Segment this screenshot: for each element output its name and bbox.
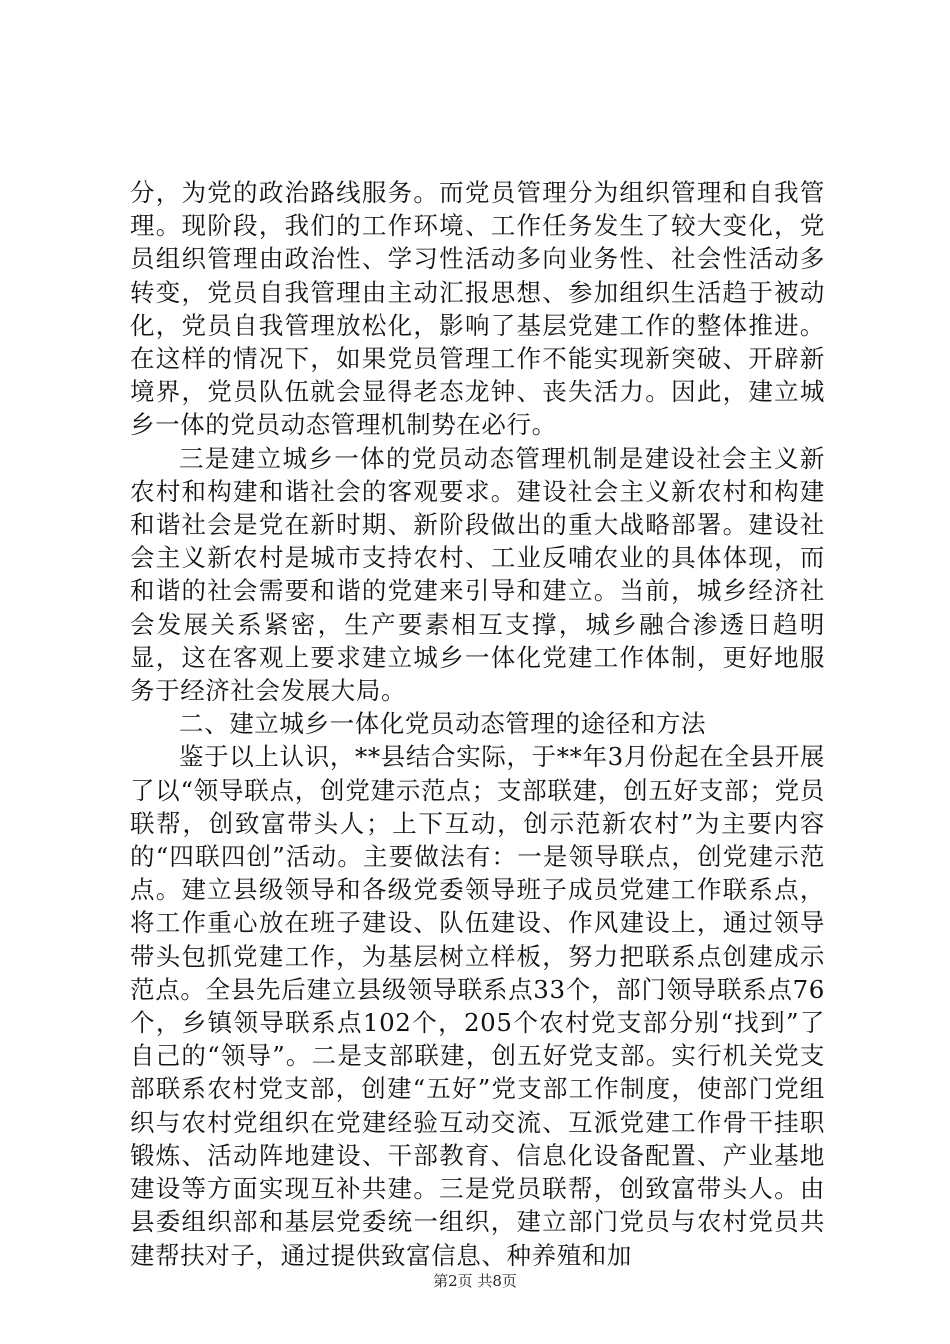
paragraph-3: 鉴于以上认识，**县结合实际，于**年3月份起在全县开展了以“领导联点，创党建示范点；支部联建，创五好支部；党员联帮，创致富带头人；上下互动，创示范新农村”为主要内容的“四联四创”活动。主要做法有：一是领导联点，创党建示范点。建立县级领导和各级党委领导班子成员党建工作联系点，将工作重心放在班子建设、队伍建设、作风建设上，通过领导带头包抓党建工作，为基层树立样板，努力把联系点创建成示范点。全县先后建立县级领导联系点33个，部门领导联系点76个，乡镇领导联系点102个，205个农村党支部分别“找到”了自己的“领导”。二是支部联建，创五好党支部。实行机关党支部联系农村党支部，创建“五好”党支部工作制度，使部门党组织与农村党组织在党建经验互动交流、互派党建工作骨干挂职锻炼、活动阵地建设、干部教育、信息化设备配置、产业基地建设等方面实现互补共建。三是党员联帮，创致富带头人。由县委组织部和基层党委统一组织，建立部门党员与农村党员共建帮扶对子，通过提供致富信息、种养殖和加	[130, 742, 825, 1270]
document-body	[130, 176, 825, 1272]
paragraph-2: 三是建立城乡一体的党员动态管理机制是建设社会主义新农村和构建和谐社会的客观要求。建设社会主义新农村和构建和谐社会是党在新时期、新阶段做出的重大战略部署。建设社会主义新农村是城市支持农村、工业反哺农业的具体体现，而和谐的社会需要和谐的党建来引导和建立。当前，城乡经济社会发展关系紧密，生产要素相互支撑，城乡融合渗透日趋明显，这在客观上要求建立城乡一体化党建工作体制，更好地服务于经济社会发展大局。	[130, 443, 825, 706]
section-heading: 二、建立城乡一体化党员动态管理的途径和方法	[179, 709, 707, 739]
page-number-footer: 第2页 共8页	[433, 1272, 517, 1290]
paragraph-1: 分，为党的政治路线服务。而党员管理分为组织管理和自我管理。现阶段，我们的工作环境、工作任务发生了较大变化，党员组织管理由政治性、学习性活动多向业务性、社会性活动多转变，党员自我管理由主动汇报思想、参加组织生活趋于被动化，党员自我管理放松化，影响了基层党建工作的整体推进。在这样的情况下，如果党员管理工作不能实现新突破、开辟新境界，党员队伍就会显得老态龙钟、丧失活力。因此，建立城乡一体的党员动态管理机制势在必行。	[130, 178, 825, 440]
